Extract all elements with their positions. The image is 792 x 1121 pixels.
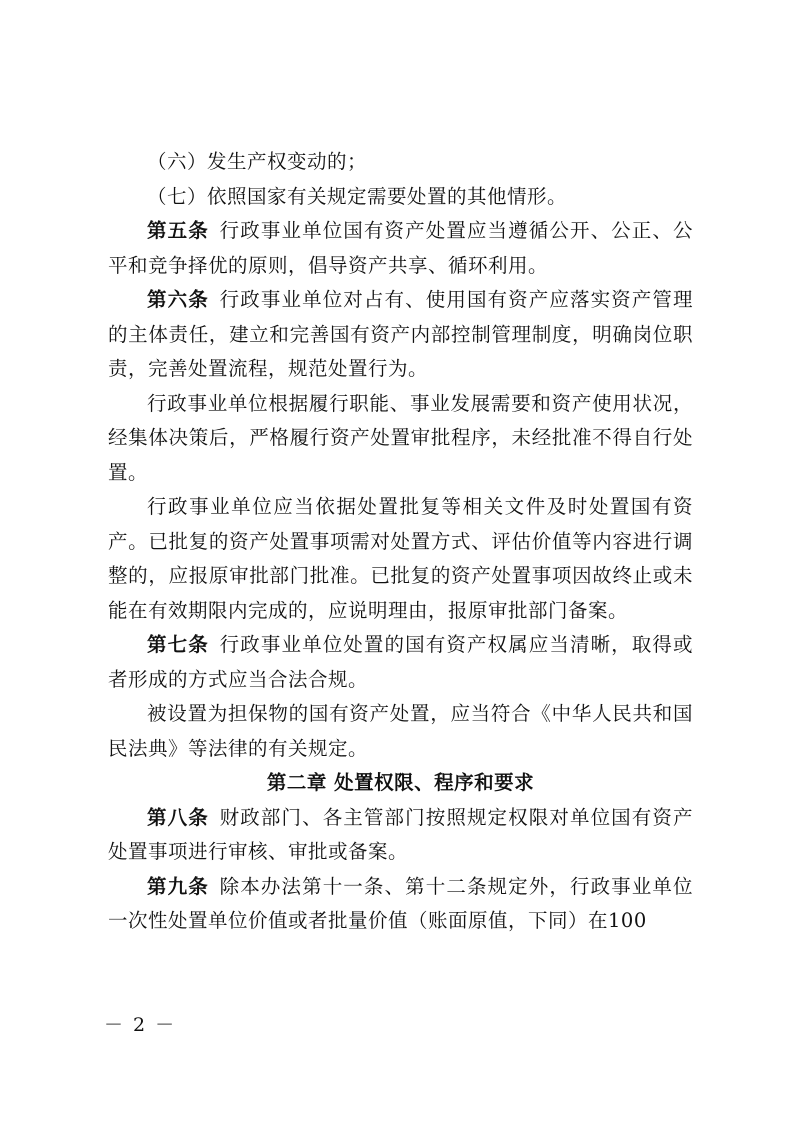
paragraph-text: 被设置为担保物的国有资产处置，应当符合《中华人民共和国民法典》等法律的有关规定。 bbox=[108, 702, 693, 760]
article-text: 财政部门、各主管部门按照规定权限对单位国有资产处置事项进行审核、审批或备案。 bbox=[108, 805, 693, 863]
clause-paragraph bbox=[108, 180, 693, 215]
body-paragraph bbox=[108, 490, 693, 628]
paragraph-text: 行政事业单位根据履行职能、事业发展需要和资产使用状况，经集体决策后，严格履行资产处置审批程序，未经批准不得自行处置。 bbox=[108, 391, 693, 484]
article-text: 除本办法第十一条、第十二条规定外，行政事业单位一次性处置单位价值或者批量价值（账面原值，下同）在100 bbox=[108, 874, 693, 932]
page-number: － 2 － bbox=[104, 1014, 177, 1036]
clause-text: （六）发生产权变动的； bbox=[147, 150, 368, 173]
document-body bbox=[108, 145, 693, 939]
article-number: 第八条 bbox=[147, 805, 209, 829]
article-number: 第五条 bbox=[147, 219, 209, 242]
clause-paragraph bbox=[108, 145, 693, 180]
article-paragraph bbox=[108, 628, 693, 697]
article-number: 第七条 bbox=[147, 633, 209, 656]
article-paragraph bbox=[108, 283, 693, 387]
paragraph-text: 行政事业单位应当依据处置批复等相关文件及时处置国有资产。已批复的资产处置事项需对处置方式、评估价值等内容进行调整的，应报原审批部门批准。已批复的资产处置事项因故终止或未能在有效期限内完成的，应说明理由，报原审批部门备案。 bbox=[108, 495, 693, 622]
chapter-heading: 第二章 处置权限、程序和要求 bbox=[266, 771, 535, 794]
article-paragraph bbox=[108, 214, 693, 283]
article-number: 第六条 bbox=[147, 288, 209, 311]
article-text: 行政事业单位国有资产处置应当遵循公开、公正、公平和竞争择优的原则，倡导资产共享、循环利用。 bbox=[108, 219, 693, 277]
body-paragraph bbox=[108, 387, 693, 491]
article-text: 行政事业单位处置的国有资产权属应当清晰，取得或者形成的方式应当合法合规。 bbox=[108, 633, 693, 691]
article-text: 行政事业单位对占有、使用国有资产应落实资产管理的主体责任，建立和完善国有资产内部控制管理制度，明确岗位职责，完善处置流程，规范处置行为。 bbox=[108, 288, 693, 380]
article-number: 第九条 bbox=[147, 874, 209, 898]
body-paragraph bbox=[108, 697, 693, 766]
clause-text: （七）依照国家有关规定需要处置的其他情形。 bbox=[147, 184, 568, 208]
article-paragraph bbox=[108, 870, 693, 939]
article-paragraph bbox=[108, 801, 693, 870]
